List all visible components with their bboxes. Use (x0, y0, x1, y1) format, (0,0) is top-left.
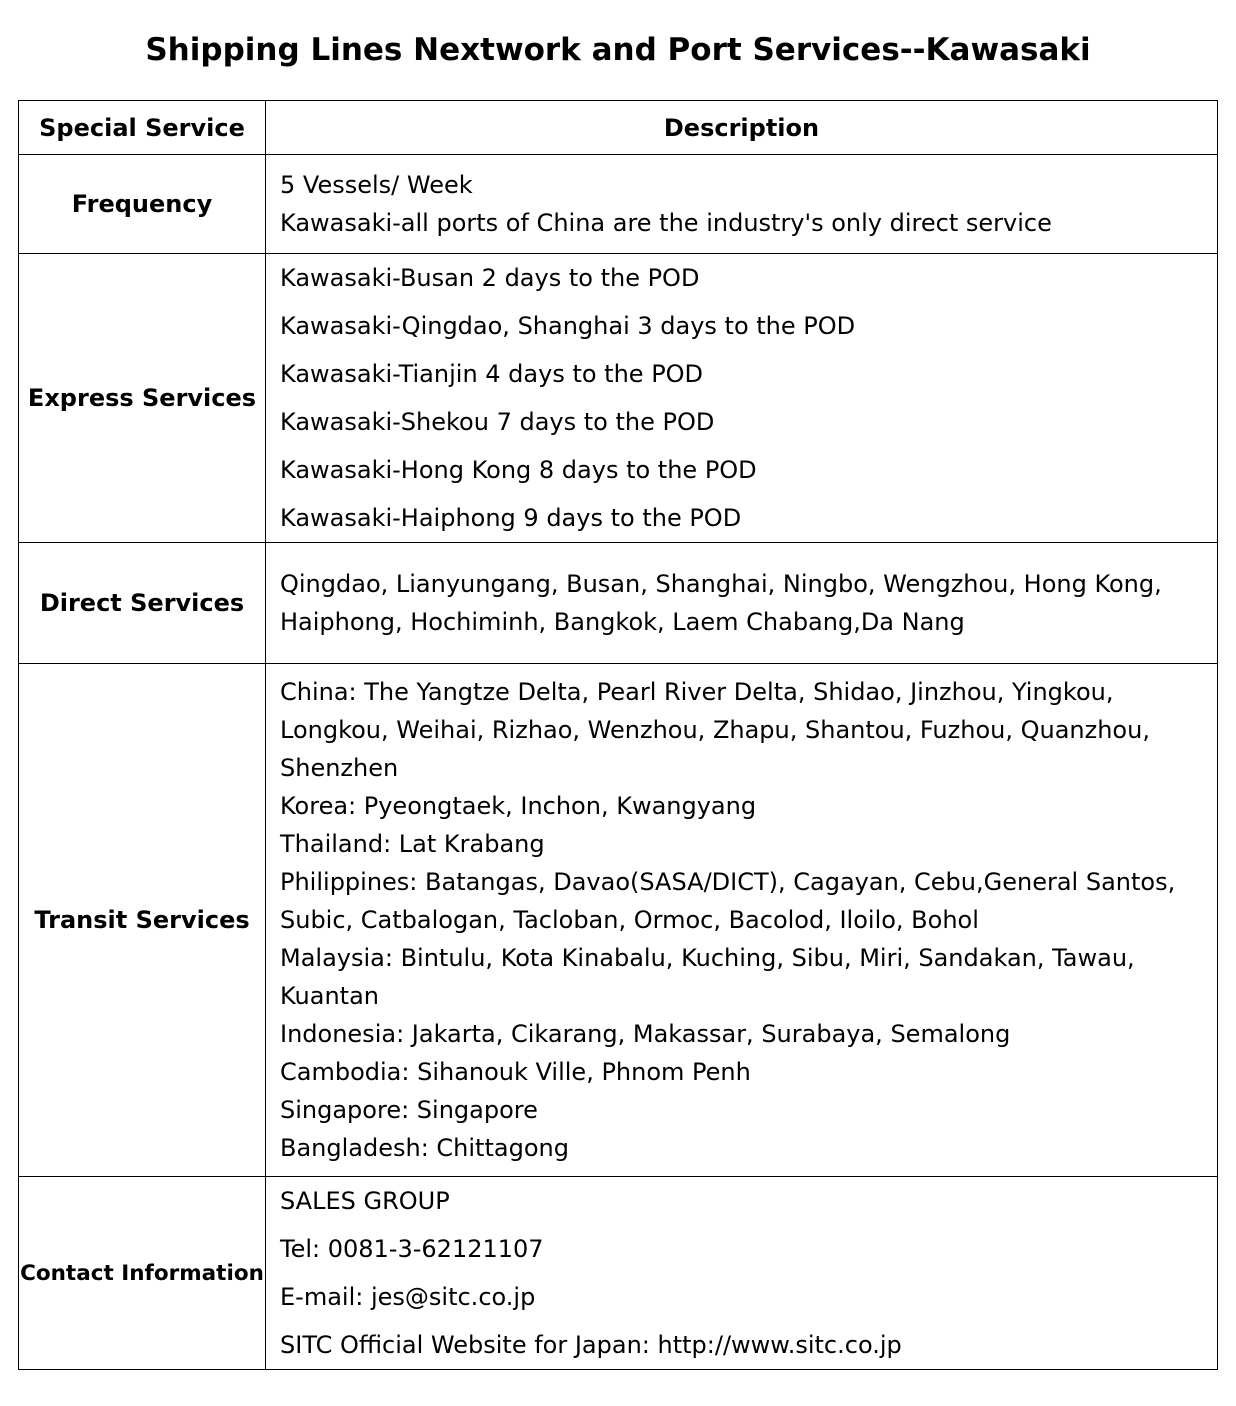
description-cell (266, 1177, 1218, 1370)
description-cell (266, 664, 1218, 1177)
label-cell (19, 155, 266, 254)
header-cell-description (266, 101, 1218, 155)
transit-services-description (266, 673, 1217, 1167)
contact-website-link[interactable]: http://www.sitc.co.jp (657, 1331, 902, 1359)
description-line: China: The Yangtze Delta, Pearl River Delta, Shidao, Jinzhou, Yingkou, (280, 678, 1114, 706)
express-route: Kawasaki-Qingdao, Shanghai 3 days to the POD (280, 312, 856, 340)
description-line: 5 Vessels/ Week (280, 171, 473, 199)
label-cell (19, 543, 266, 664)
description-cell (266, 254, 1218, 543)
express-route: Kawasaki-Haiphong 9 days to the POD (280, 504, 742, 532)
label-cell (19, 664, 266, 1177)
table-row-direct-services (19, 543, 1218, 664)
express-route: Kawasaki-Busan 2 days to the POD (280, 264, 700, 292)
contact-website-line (280, 1321, 1205, 1369)
description-line: Thailand: Lat Krabang (280, 830, 545, 858)
frequency-description (266, 166, 1217, 242)
table-row-contact-information (19, 1177, 1218, 1370)
description-line: Philippines: Batangas, Davao(SASA/DICT), Cagayan, Cebu,General Santos, (280, 868, 1176, 896)
direct-services-description (266, 565, 1217, 641)
express-route: Kawasaki-Tianjin 4 days to the POD (280, 360, 704, 388)
header-special-service: Special Service (39, 113, 245, 142)
description-line: Kawasaki-all ports of China are the industry's only direct service (280, 209, 1052, 237)
description-line: Korea: Pyeongtaek, Inchon, Kwangyang (280, 792, 757, 820)
description-cell (266, 543, 1218, 664)
contact-email-line (280, 1273, 1205, 1321)
table-row-express-services (19, 254, 1218, 543)
row-label-frequency: Frequency (71, 190, 213, 218)
header-description: Description (663, 113, 820, 142)
description-line: Indonesia: Jakarta, Cikarang, Makassar, Surabaya, Semalong (280, 1020, 1011, 1048)
description-line: Singapore: Singapore (280, 1096, 538, 1124)
description-line: Shenzhen (280, 754, 399, 782)
label-cell (19, 1177, 266, 1370)
header-cell-service (19, 101, 266, 155)
description-line: Haiphong, Hochiminh, Bangkok, Laem Chabang,Da Nang (280, 608, 965, 636)
row-label-contact-information: Contact Information (20, 1260, 264, 1286)
description-cell (266, 155, 1218, 254)
express-route: Kawasaki-Hong Kong 8 days to the POD (280, 456, 757, 484)
label-cell (19, 254, 266, 543)
contact-website-label: SITC Official Website for Japan: (280, 1331, 658, 1359)
row-label-transit-services: Transit Services (34, 906, 250, 934)
description-line: Qingdao, Lianyungang, Busan, Shanghai, Ningbo, Wengzhou, Hong Kong, (280, 570, 1162, 598)
description-line: Longkou, Weihai, Rizhao, Wenzhou, Zhapu, Shantou, Fuzhou, Quanzhou, (280, 716, 1150, 744)
description-line: Bangladesh: Chittagong (280, 1134, 569, 1162)
table-row-transit-services (19, 664, 1218, 1177)
contact-description (266, 1177, 1217, 1369)
express-route: Kawasaki-Shekou 7 days to the POD (280, 408, 715, 436)
express-services-description (266, 254, 1217, 542)
description-line: Subic, Catbalogan, Tacloban, Ormoc, Bacolod, Iloilo, Bohol (280, 906, 979, 934)
page-title: Shipping Lines Nextwork and Port Services--Kawasaki (145, 32, 1091, 68)
contact-email-label: E-mail: (280, 1283, 371, 1311)
services-table (18, 100, 1218, 1370)
description-line: Malaysia: Bintulu, Kota Kinabalu, Kuching, Sibu, Miri, Sandakan, Tawau, (280, 944, 1135, 972)
description-line: Cambodia: Sihanouk Ville, Phnom Penh (280, 1058, 751, 1086)
contact-tel: Tel: 0081-3-62121107 (280, 1235, 544, 1263)
row-label-direct-services: Direct Services (39, 589, 245, 617)
table-header-row (19, 101, 1218, 155)
contact-email-link[interactable]: jes@sitc.co.jp (370, 1283, 536, 1311)
table-row-frequency (19, 155, 1218, 254)
contact-group: SALES GROUP (280, 1187, 450, 1215)
row-label-express-services: Express Services (27, 384, 257, 412)
description-line: Kuantan (280, 982, 379, 1010)
